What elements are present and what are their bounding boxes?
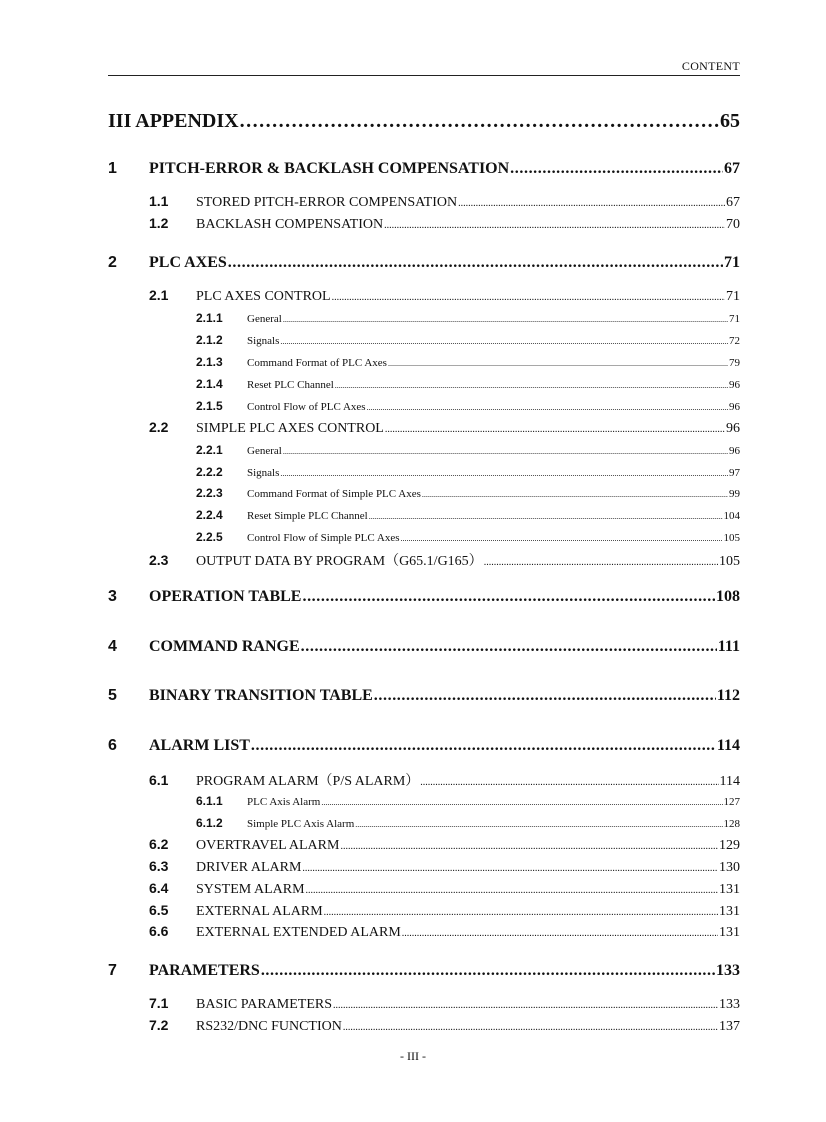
toc-title: EXTERNAL EXTENDED ALARM [196,925,401,940]
toc-page: 104 [723,510,740,522]
toc-entry-2-2-4[interactable] [196,508,740,522]
toc-page: 67 [724,160,740,177]
toc-leader [384,220,725,231]
toc-entry-2-2-3[interactable] [196,486,740,500]
toc-page: 67 [726,195,740,210]
toc-page: 133 [719,997,740,1012]
toc-number: 1 [108,160,117,177]
toc-entry-2-1[interactable] [149,287,740,305]
toc-entry-6-1-2[interactable] [196,816,740,830]
toc-number: 2 [108,254,117,271]
toc-entry-6-6[interactable] [149,923,740,941]
toc-title: PROGRAM ALARM（P/S ALARM） [196,774,420,789]
toc-entry-ch7[interactable] [108,962,740,980]
toc-entry-6-3[interactable] [149,858,740,876]
toc-page: 128 [723,818,740,830]
toc-entry-ch6[interactable] [108,737,740,755]
toc-number: 6.1 [149,772,169,788]
toc-leader [420,777,718,788]
toc-number: 2.2.4 [196,508,223,522]
toc-number: 6.5 [149,902,169,918]
toc-title: PARAMETERS [149,962,260,979]
toc-title: BASIC PARAMETERS [196,997,333,1012]
toc-title: General [247,313,282,325]
toc-number: 2.2.3 [196,486,223,500]
toc-page: 131 [719,882,740,897]
toc-leader [306,885,718,896]
toc-number: 6.6 [149,923,169,939]
toc-page: 137 [719,1019,740,1034]
toc-number: 6.3 [149,858,169,874]
toc-leader [332,292,725,303]
toc-leader [280,337,728,346]
toc-entry-6-4[interactable] [149,880,740,898]
toc-page: 105 [719,554,740,569]
toc-entry-6-1[interactable] [149,770,740,790]
running-header: CONTENT [681,59,740,73]
toc-leader [333,1000,718,1011]
toc-leader [301,638,717,656]
toc-number: 2.2 [149,419,169,435]
toc-page: 79 [729,357,740,369]
toc-page: 112 [716,687,740,704]
toc-entry-2-1-2[interactable] [196,333,740,347]
toc-leader [510,160,723,178]
toc-page: 96 [729,379,740,391]
toc-title: SIMPLE PLC AXES CONTROL [196,421,384,436]
toc-number: 2.1 [149,287,169,303]
toc-title: Signals [247,335,280,347]
toc-page: 131 [719,904,740,919]
toc-entry-2-2-5[interactable] [196,530,740,544]
toc-entry-ch4[interactable] [108,638,740,656]
toc-page: 108 [716,588,740,605]
toc-title: III APPENDIX [108,110,239,132]
toc-page: 105 [723,532,740,544]
toc-title: OVERTRAVEL ALARM [196,838,340,853]
toc-leader [283,315,728,324]
toc-page: 70 [726,217,740,232]
toc-title: RS232/DNC FUNCTION [196,1019,342,1034]
toc-entry-1-2[interactable] [149,215,740,233]
toc-number: 2.2.5 [196,530,223,544]
toc-page: 65 [720,110,740,132]
toc-title: General [247,445,282,457]
toc-leader [321,798,722,807]
toc-title: Reset Simple PLC Channel [247,510,368,522]
toc-number: 1.2 [149,215,169,231]
toc-entry-1-1[interactable] [149,193,740,211]
toc-page: 131 [719,925,740,940]
toc-leader [324,907,718,918]
toc-entry-appendix[interactable] [108,110,740,133]
toc-leader [367,403,728,412]
toc-leader [458,198,725,209]
toc-page: 114 [719,774,740,789]
toc-leader [385,424,725,435]
toc-title: Simple PLC Axis Alarm [247,818,355,830]
toc-page: 127 [723,796,740,808]
toc-title: PLC AXES [149,254,227,271]
toc-page: 96 [726,421,740,436]
header-rule [108,75,740,76]
toc-entry-ch2[interactable] [108,254,740,272]
toc-title: PLC Axis Alarm [247,796,321,808]
toc-entry-ch1[interactable] [108,160,740,178]
toc-number: 7.2 [149,1017,169,1033]
toc-number: 7.1 [149,995,169,1011]
toc-leader [335,381,728,390]
toc-title: DRIVER ALARM [196,860,302,875]
toc-leader [340,841,718,852]
toc-entry-7-1[interactable] [149,995,740,1013]
toc-entry-2-1-1[interactable] [196,311,740,325]
toc-leader [343,1022,718,1033]
toc-page: 99 [729,488,740,500]
toc-entry-ch5[interactable] [108,687,740,705]
toc-title: Command Format of Simple PLC Axes [247,488,421,500]
toc-entry-7-2[interactable] [149,1017,740,1035]
toc-number: 2.1.1 [196,311,223,325]
toc-number: 6 [108,737,117,754]
toc-number: 6.4 [149,880,169,896]
toc-title: Control Flow of PLC Axes [247,401,366,413]
toc-title: STORED PITCH-ERROR COMPENSATION [196,195,458,210]
toc-title: SYSTEM ALARM [196,882,305,897]
toc-number: 5 [108,687,117,704]
toc-entry-6-2[interactable] [149,836,740,854]
toc-leader [374,687,716,705]
toc-leader [302,863,718,874]
toc-page: 129 [719,838,740,853]
toc-leader [261,962,715,980]
toc-leader [355,820,722,829]
toc-leader [228,254,723,272]
toc-title: Control Flow of Simple PLC Axes [247,532,400,544]
toc-number: 2.1.4 [196,377,223,391]
toc-page: 96 [729,401,740,413]
toc-leader [302,588,715,606]
toc-number: 6.1.2 [196,816,223,830]
toc-page: 130 [719,860,740,875]
toc-page: 111 [717,638,740,655]
toc-entry-ch3[interactable] [108,588,740,606]
toc-title: COMMAND RANGE [149,638,300,655]
toc-number: 2.2.2 [196,465,223,479]
toc-page: 71 [724,254,740,271]
toc-title: BINARY TRANSITION TABLE [149,687,373,704]
toc-page: 72 [729,335,740,347]
toc-number: 2.3 [149,552,169,568]
toc-entry-6-5[interactable] [149,902,740,920]
toc-leader [240,110,719,133]
toc-number: 1.1 [149,193,169,209]
toc-number: 2.1.2 [196,333,223,347]
toc-leader [283,447,728,456]
toc-leader [280,469,728,478]
toc-number: 4 [108,638,117,655]
toc-leader [402,928,718,939]
toc-leader [401,534,723,543]
toc-number: 2.1.5 [196,399,223,413]
toc-entry-2-1-3[interactable] [196,355,740,369]
toc-entry-2-2[interactable] [149,419,740,437]
toc-title: PITCH-ERROR & BACKLASH COMPENSATION [149,160,510,177]
toc-page: 96 [729,445,740,457]
toc-title: ALARM LIST [149,737,250,754]
toc-title: Signals [247,467,280,479]
page-number: - III - [400,1049,426,1063]
toc-title: Command Format of PLC Axes [247,357,387,369]
toc-number: 7 [108,962,117,979]
toc-leader [251,737,716,755]
toc-page: 71 [726,289,740,304]
toc-title: OPERATION TABLE [149,588,302,605]
toc-number: 3 [108,588,117,605]
toc-leader [422,490,728,499]
toc-page: 71 [729,313,740,325]
toc-entry-2-2-2[interactable] [196,465,740,479]
toc-title: EXTERNAL ALARM [196,904,323,919]
toc-number: 2.1.3 [196,355,223,369]
toc-leader [369,512,723,521]
toc-entry-2-2-1[interactable] [196,443,740,457]
toc-number: 2.2.1 [196,443,223,457]
toc-title: OUTPUT DATA BY PROGRAM（G65.1/G165） [196,554,483,569]
toc-title: BACKLASH COMPENSATION [196,217,384,232]
toc-page: 114 [716,737,740,754]
toc-entry-6-1-1[interactable] [196,794,740,808]
toc-entry-2-1-4[interactable] [196,377,740,391]
toc-title: Reset PLC Channel [247,379,334,391]
toc-entry-2-3[interactable] [149,550,740,570]
toc-title: PLC AXES CONTROL [196,289,331,304]
toc-page: 97 [729,467,740,479]
toc-leader [484,557,718,568]
toc-leader [388,359,728,368]
toc-entry-2-1-5[interactable] [196,399,740,413]
toc-number: 6.2 [149,836,169,852]
toc-page: 133 [716,962,740,979]
toc-number: 6.1.1 [196,794,223,808]
